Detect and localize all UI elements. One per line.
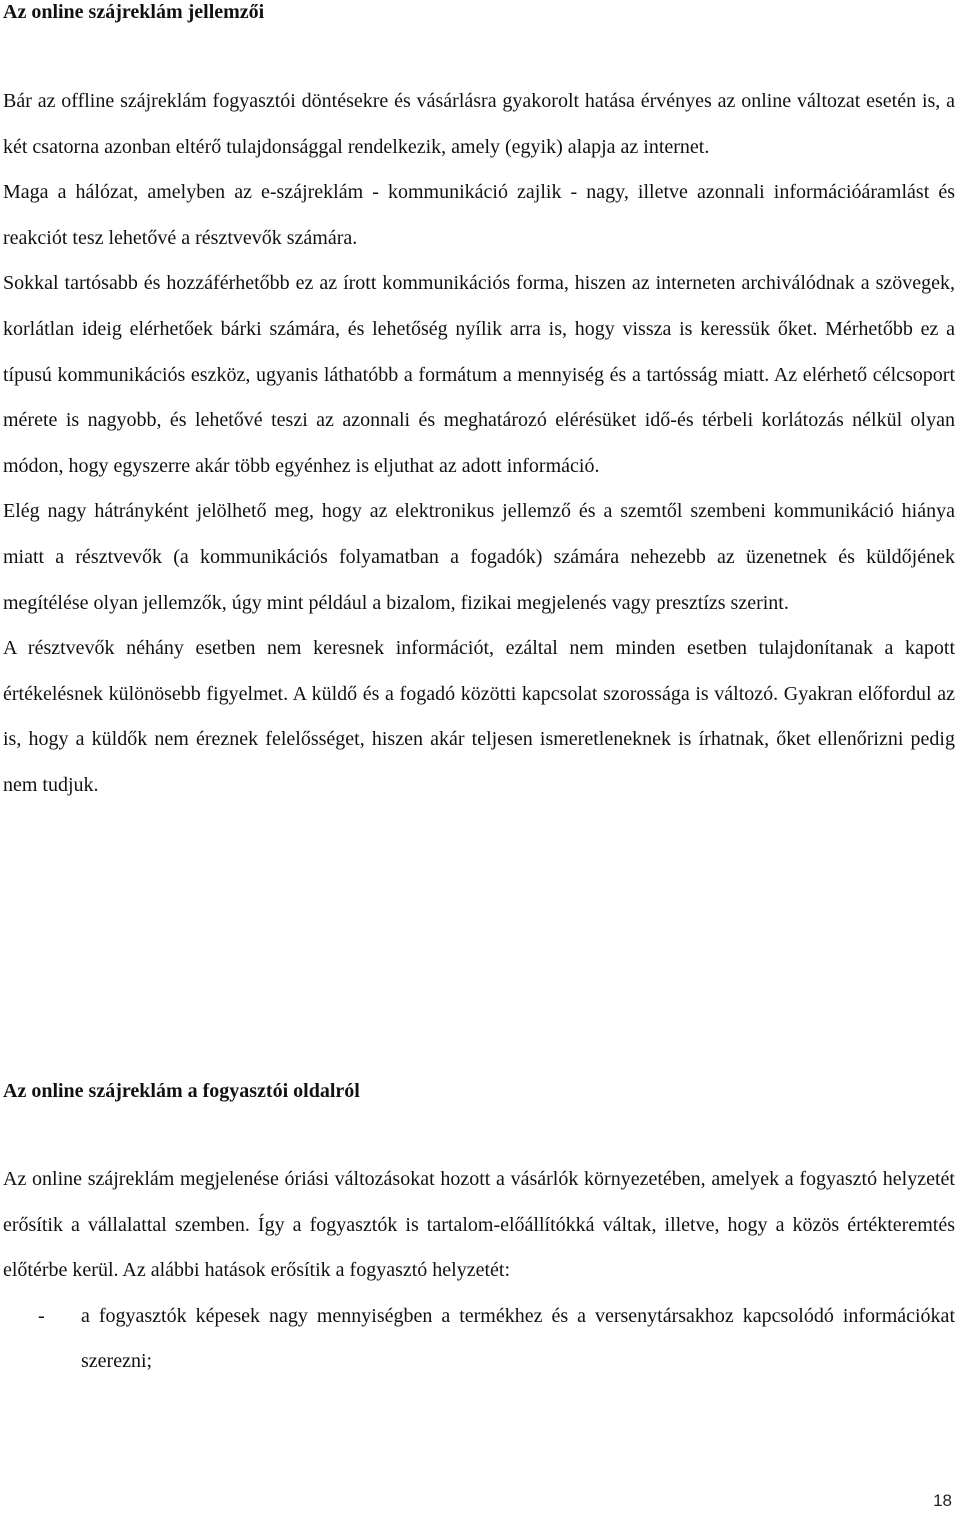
paragraph: Sokkal tartósabb és hozzáférhetőbb ez az írott kommunikációs forma, hiszen az interneten archiválódnak a szövegek, korlátlan ideig elérhetőek bárki számára, és lehetőség nyílik arra is, hogy vissza is keressük őket. Mérhetőbb ez a típusú kommunikációs eszköz, ugyanis láthatóbb a formátum a mennyiség és a tartósság miatt. Az elérhető célcsoport mérete is nagyobb, és lehetővé teszi az azonnali és meghatározó elérésüket idő-és térbeli korlátozás nélkül olyan módon, hogy egyszerre akár több egyénhez is eljuthat az adott információ. bbox=[3, 272, 955, 477]
paragraph: Bár az offline szájreklám fogyasztói döntésekre és vásárlásra gyakorolt hatása érvényes az online változat esetén is, a két csatorna azonban eltérő tulajdonsággal rendelkezik, amely (egyik) alapja az internet. bbox=[3, 90, 955, 158]
paragraph: Maga a hálózat, amelyben az e-szájreklám - kommunikáció zajlik - nagy, illetve azonnali információáramlást és reakciót tesz lehetővé a résztvevők számára. bbox=[3, 181, 955, 249]
paragraph: Az online szájreklám megjelenése óriási változásokat hozott a vásárlók környezetében, amelyek a fogyasztó helyzetét erősítik a vállalattal szemben. Így a fogyasztók is tartalom-előállítókká váltak, illetve, hogy a közös értékteremtés előtérbe kerül. Az alábbi hatások erősítik a fogyasztó helyzetét: bbox=[3, 1168, 955, 1282]
paragraph: A résztvevők néhány esetben nem keresnek információt, ezáltal nem minden esetben tulajdonítanak a kapott értékelésnek különösebb figyelmet. A küldő és a fogadó közötti kapcsolat szorossága is változó. Gyakran előfordul az is, hogy a küldők nem éreznek felelősséget, hiszen akár teljesen ismeretleneknek is írhatnak, őket ellenőrizni pedig nem tudjuk. bbox=[3, 637, 955, 796]
section-title-online-characteristics: Az online szájreklám jellemzői bbox=[3, 1, 265, 23]
page-number: 18 bbox=[933, 1491, 952, 1510]
bullet-list bbox=[3, 1294, 955, 1385]
list-item-text: a fogyasztók képesek nagy mennyiségben a termékhez és a versenytársakhoz kapcsolódó információkat szerezni; bbox=[81, 1304, 955, 1373]
section-body-online-characteristics bbox=[3, 79, 955, 809]
section-title-consumer-side: Az online szájreklám a fogyasztói oldalról bbox=[3, 1080, 360, 1102]
list-item bbox=[3, 1294, 955, 1385]
section-body-consumer-side bbox=[3, 1157, 955, 1385]
paragraph: Elég nagy hátrányként jelölhető meg, hogy az elektronikus jellemző és a szemtől szembeni kommunikáció hiánya miatt a résztvevők (a kommunikációs folyamatban a fogadók) számára nehezebb az üzenetnek és küldőjének megítélése olyan jellemzők, úgy mint például a bizalom, fizikai megjelenés vagy presztízs szerint. bbox=[3, 500, 955, 614]
list-marker: - bbox=[38, 1304, 45, 1327]
